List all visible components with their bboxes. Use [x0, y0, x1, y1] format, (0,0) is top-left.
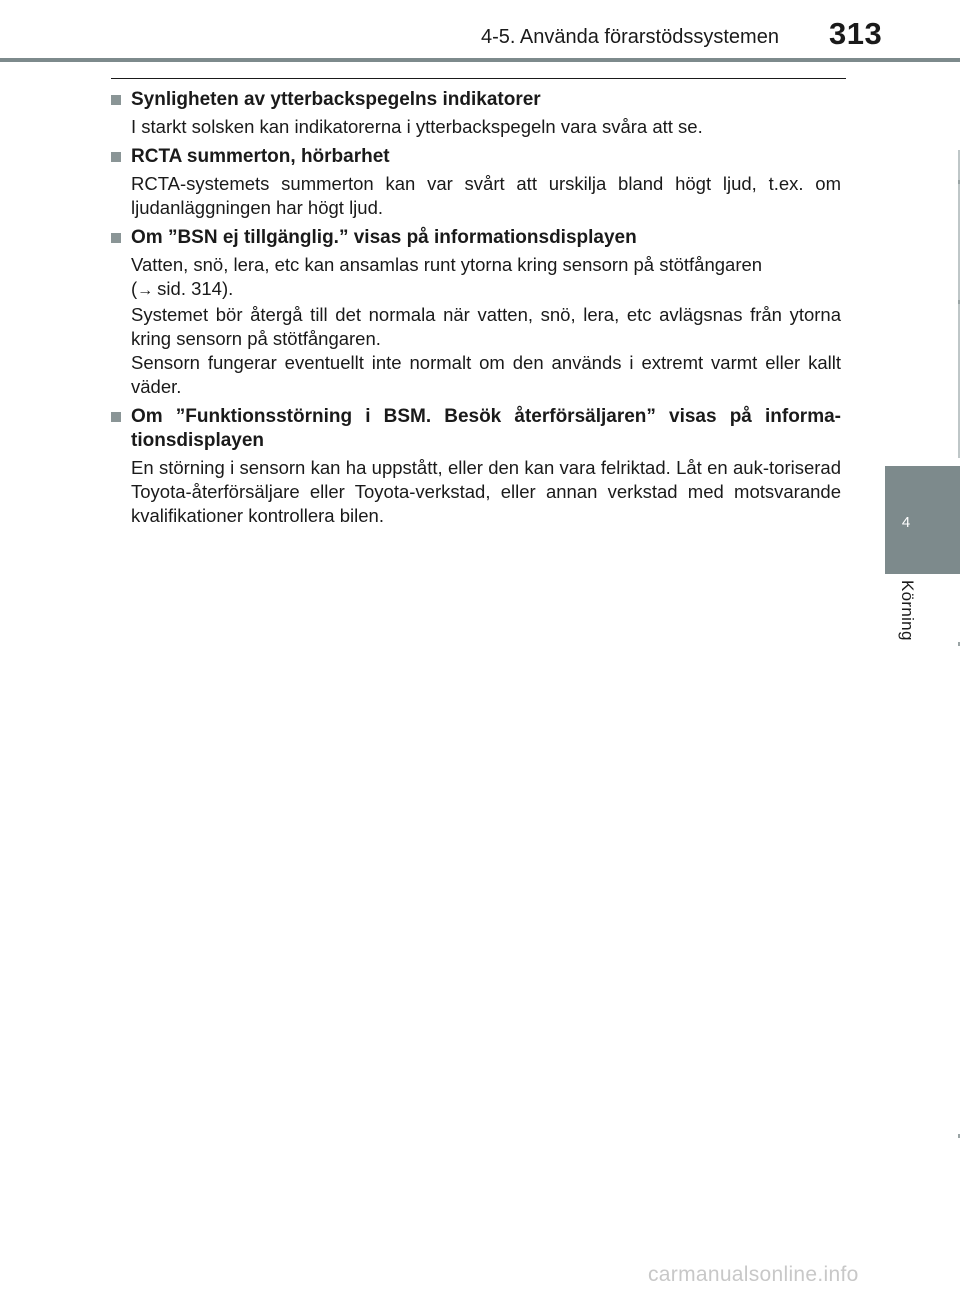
- paragraph: RCTA-systemets summerton kan var svårt att urskilja bland högt ljud, t.ex. om ljudanläggningen har högt ljud.: [131, 173, 841, 218]
- watermark: carmanualsonline.info: [648, 1263, 859, 1286]
- section-heading-text: Synligheten av ytterbackspegelns indikatorer: [131, 89, 541, 110]
- section-heading: [111, 145, 841, 172]
- square-bullet-icon: [111, 412, 121, 422]
- section-rcta-buzzer: [111, 145, 841, 220]
- ref-open-paren: (: [131, 278, 138, 299]
- chapter-number: 4: [901, 514, 911, 531]
- section-heading-text: Om ”BSN ej tillgänglig.” visas på informationsdisplayen: [131, 227, 637, 248]
- section-body: [131, 172, 841, 220]
- paragraph: Sensorn fungerar eventuellt inte normalt om den används i extremt varmt eller kallt väder.: [131, 352, 841, 397]
- header-divider: [0, 58, 960, 62]
- square-bullet-icon: [111, 233, 121, 243]
- arrow-right-icon: →: [137, 282, 154, 299]
- section-heading-text: Om ”Funktionsstörning i BSM. Besök återförsäljaren” visas på informa-tionsdisplayen: [131, 406, 841, 451]
- section-mirror-indicator-visibility: [111, 88, 841, 139]
- section-heading: [111, 226, 841, 253]
- header-section-title: 4-5. Använda förarstödssystemen: [481, 26, 779, 48]
- section-body: [131, 115, 841, 139]
- chapter-tab[interactable]: [885, 466, 960, 574]
- section-heading: [111, 88, 841, 115]
- chapter-label: Körning: [898, 580, 917, 641]
- section-bsn-unavailable: [111, 226, 841, 399]
- section-heading: [111, 405, 841, 456]
- section-top-rule: [111, 78, 846, 79]
- section-bsm-malfunction: [111, 405, 841, 528]
- square-bullet-icon: [111, 152, 121, 162]
- section-body: [131, 253, 841, 399]
- square-bullet-icon: [111, 95, 121, 105]
- page-number: 313: [829, 16, 883, 51]
- section-body: [131, 456, 841, 528]
- page-reference-text: sid. 314).: [157, 278, 234, 299]
- paragraph: Vatten, snö, lera, etc kan ansamlas runt ytorna kring sensorn på stötfångaren: [131, 254, 763, 275]
- paragraph: Systemet bör återgå till det normala när vatten, snö, lera, etc avlägsnas från ytorna kring sensorn på stötfångaren.: [131, 304, 841, 349]
- paragraph: I starkt solsken kan indikatorerna i ytterbackspegeln vara svåra att se.: [131, 116, 703, 137]
- main-content: [111, 88, 841, 528]
- section-heading-text: RCTA summerton, hörbarhet: [131, 146, 390, 167]
- page-reference[interactable]: [131, 277, 841, 303]
- paragraph: En störning i sensorn kan ha uppstått, eller den kan vara felriktad. Låt en auk-toriserad Toyota-återförsäljare eller Toyota-verkstad, eller annan verkstad med motsvarande kvalifikationer kontrollera bilen.: [131, 457, 841, 526]
